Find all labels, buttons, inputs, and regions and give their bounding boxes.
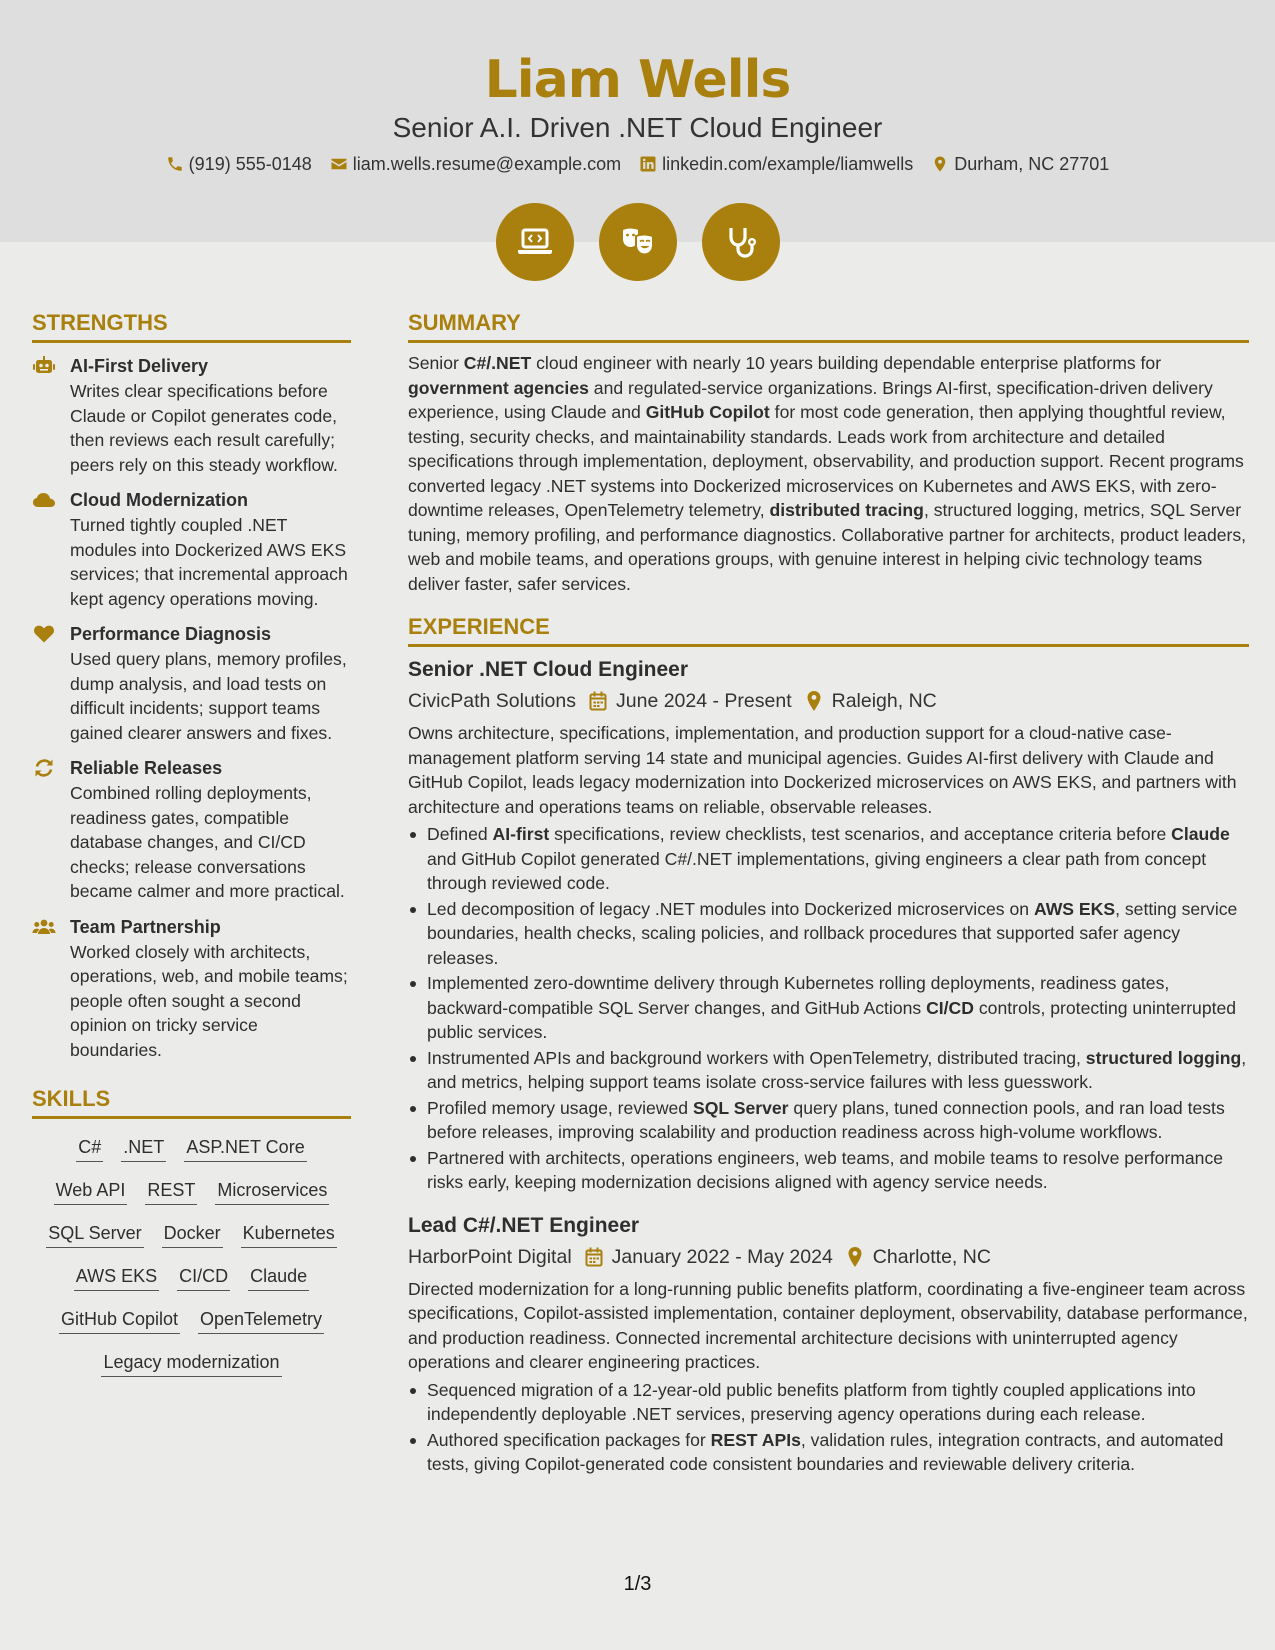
contact-linkedin[interactable] — [639, 151, 913, 177]
strength-item — [32, 353, 351, 477]
calendar-icon — [589, 691, 607, 711]
map-marker-icon — [931, 155, 949, 173]
contact-email[interactable] — [330, 151, 621, 177]
strength-item — [32, 487, 351, 611]
bullet-item: Sequenced migration of a 12-year-old public benefits platform from tightly coupled applications into independently deployable .NET services, preserving agency operations during each release. — [408, 1378, 1249, 1427]
phone-icon — [166, 155, 184, 173]
theater-masks-icon — [618, 222, 658, 262]
strength-item — [32, 914, 351, 1063]
contact-location — [931, 151, 1109, 177]
skills-list — [32, 1133, 351, 1377]
bullet-item: Implemented zero-downtime delivery through Kubernetes rolling deployments, readiness gates, backward-compatible SQL Server changes, and GitHub Actions CI/CD controls, protecting uninterrupted public services. — [408, 971, 1249, 1045]
job-meta — [408, 686, 1249, 716]
theater-masks-badge — [599, 203, 677, 281]
skill-tag: OpenTelemetry — [198, 1305, 324, 1334]
skills-heading: SKILLS — [32, 1084, 351, 1119]
bold-phrase: distributed tracing — [769, 500, 924, 520]
laptop-code-badge — [496, 203, 574, 281]
envelope-icon — [330, 155, 348, 173]
candidate-name: Liam Wells — [484, 50, 791, 110]
job-entry — [408, 655, 1249, 1195]
summary-heading: SUMMARY — [408, 308, 1249, 343]
strength-title: Reliable Releases — [70, 758, 223, 778]
job-bullets — [408, 822, 1249, 1195]
strength-title: Team Partnership — [70, 916, 221, 937]
strength-item — [32, 621, 351, 745]
bullet-item: Instrumented APIs and background workers with OpenTelemetry, distributed tracing, structured logging, and metrics, helping support teams isolate cross-service failures with less guesswork. — [408, 1046, 1249, 1095]
job-entry — [408, 1211, 1249, 1477]
bold-phrase: Claude — [1171, 824, 1230, 844]
job-bullets — [408, 1378, 1249, 1477]
skill-tag: Microservices — [215, 1176, 329, 1205]
skill-tag: Claude — [248, 1262, 309, 1291]
users-icon — [32, 917, 56, 937]
experience-section — [408, 612, 1249, 1477]
skill-tag: Docker — [162, 1219, 223, 1248]
job-meta — [408, 1242, 1249, 1272]
skill-tag: GitHub Copilot — [59, 1305, 180, 1334]
bullet-item: Profiled memory usage, reviewed SQL Server query plans, tuned connection pools, and ran load tests before releases, improving scalability and production readiness across high-volume workflows. — [408, 1096, 1249, 1145]
heart-icon — [32, 624, 56, 644]
sync-icon — [32, 758, 56, 778]
bullet-item: Authored specification packages for REST APIs, validation rules, integration contracts, and automated tests, giving Copilot-generated code consistent boundaries and reviewable delivery criteria. — [408, 1428, 1249, 1477]
skill-tag: REST — [145, 1176, 197, 1205]
bold-phrase: C#/.NET — [463, 353, 532, 373]
strength-title: AI-First Delivery — [70, 356, 209, 376]
linkedin-text: linkedin.com/example/liamwells — [662, 154, 914, 174]
strength-desc: Combined rolling deployments, readiness gates, compatible database changes, and CI/CD checks; release conversations became calmer and more practical. — [70, 783, 345, 901]
skill-tag: C# — [76, 1133, 103, 1162]
skill-tag: SQL Server — [46, 1219, 143, 1248]
job-location: Raleigh, NC — [831, 690, 937, 712]
summary-text: Senior C#/.NET cloud engineer with nearly 10 years building dependable enterprise platforms for government agencies and regulated-service organizations. Brings AI-first, specification-driven delivery experience, using Claude and GitHub Copilot for most code generation, then applying thoughtful review, testing, security checks, and maintainability standards. Leads work from architecture and detailed specifications through implementation, deployment, observability, and production support. Recent programs converted legacy .NET systems into Dockerized microservices on Kubernetes and AWS EKS, with zero-downtime releases, OpenTelemetry telemetry, distributed tracing, structured logging, metrics, SQL Server tuning, memory profiling, and performance diagnostics. Collaborative partner for architects, product leaders, web and mobile teams, and operations groups, with genuine interest in helping civic technology teams deliver faster, safer services. — [408, 353, 1247, 594]
contact-phone[interactable] — [166, 151, 312, 177]
stethoscope-badge — [702, 203, 780, 281]
map-marker-icon — [846, 1247, 864, 1267]
strengths-heading: STRENGTHS — [32, 308, 351, 343]
skill-tag: AWS EKS — [74, 1262, 159, 1291]
strength-desc: Used query plans, memory profiles, dump analysis, and load tests on difficult incidents; support teams gained clearer answers and fixes. — [70, 649, 347, 743]
cloud-icon — [32, 490, 56, 510]
skill-tag: ASP.NET Core — [184, 1133, 306, 1162]
calendar-icon — [585, 1247, 603, 1267]
strength-item — [32, 755, 351, 904]
skill-tag: CI/CD — [177, 1262, 230, 1291]
candidate-title: Senior A.I. Driven .NET Cloud Engineer — [392, 112, 883, 143]
bold-phrase: AWS EKS — [1033, 898, 1116, 919]
job-title: Senior .NET Cloud Engineer — [408, 658, 689, 681]
bold-phrase: structured logging — [1085, 1047, 1242, 1068]
skill-tag: .NET — [121, 1133, 166, 1162]
robot-icon — [32, 356, 56, 376]
stethoscope-icon — [721, 222, 761, 262]
job-dates: January 2022 - May 2024 — [611, 1245, 833, 1268]
bold-phrase: CI/CD — [926, 997, 974, 1018]
bullet-item: Partnered with architects, operations engineers, web teams, and mobile teams to resolve performance risks early, keeping modernization decisions aligned with agency service needs. — [408, 1146, 1249, 1195]
linkedin-icon — [639, 155, 657, 173]
job-company: HarborPoint Digital — [408, 1245, 572, 1268]
job-description: Directed modernization for a long-running public benefits platform, coordinating a five-engineer team across specifications, Copilot-assisted implementation, container deployment, observability, database performance, and production readiness. Connected incremental architecture decisions with uninterrupted agency operations and clearer engineering practices. — [408, 1278, 1248, 1372]
laptop-code-icon — [515, 222, 555, 262]
strength-desc: Writes clear specifications before Claude or Copilot generates code, then reviews each result carefully; peers rely on this steady workflow. — [70, 381, 338, 475]
job-title: Lead C#/.NET Engineer — [408, 1213, 640, 1237]
bullet-item: Led decomposition of legacy .NET modules into Dockerized microservices on AWS EKS, setting service boundaries, health checks, scaling policies, and rollback procedures that supported safer agency releases. — [408, 897, 1249, 971]
bold-phrase: REST APIs — [710, 1429, 801, 1450]
contact-bar — [0, 151, 1275, 177]
bold-phrase: GitHub Copilot — [645, 402, 770, 422]
bold-phrase: AI-first — [492, 824, 550, 844]
strength-title: Performance Diagnosis — [70, 624, 272, 644]
email-text: liam.wells.resume@example.com — [352, 154, 622, 174]
bullet-item: Defined AI-first specifications, review checklists, test scenarios, and acceptance criteria before Claude and GitHub Copilot generated C#/.NET implementations, giving engineers a clear path from concept through reviewed code. — [408, 822, 1249, 896]
bold-phrase: SQL Server — [692, 1097, 789, 1118]
skill-tag: Kubernetes — [241, 1219, 337, 1248]
strength-desc: Worked closely with architects, operations, web, and mobile teams; people often sought a second opinion on tricky service boundaries. — [70, 941, 348, 1060]
skill-tag: Legacy modernization — [101, 1348, 281, 1377]
phone-text: (919) 555-0148 — [188, 154, 312, 174]
interest-badges — [0, 203, 1275, 281]
strength-title: Cloud Modernization — [70, 490, 248, 510]
left-column — [32, 308, 351, 1377]
job-description: Owns architecture, specifications, implementation, and production support for a cloud-native case-management platform serving 14 state and municipal agencies. Guides AI-first delivery with Claude and GitHub Copilot, leads legacy modernization into Dockerized microservices on AWS EKS, and partners with architecture and operations teams on reliable, observable releases. — [408, 723, 1237, 817]
map-marker-icon — [805, 691, 823, 711]
bold-phrase: government agencies — [408, 377, 589, 398]
job-company: CivicPath Solutions — [408, 690, 576, 712]
skill-tag: Web API — [54, 1176, 128, 1205]
right-column — [408, 308, 1249, 1477]
job-dates: June 2024 - Present — [616, 690, 792, 712]
job-location: Charlotte, NC — [872, 1245, 991, 1268]
skills-section — [32, 1084, 351, 1377]
location-text: Durham, NC 27701 — [954, 154, 1110, 174]
strength-desc: Turned tightly coupled .NET modules into Dockerized AWS EKS services; that incremental approach kept agency operations moving. — [70, 515, 348, 609]
experience-heading: EXPERIENCE — [408, 612, 1249, 647]
page-number: 1/3 — [623, 1573, 652, 1595]
